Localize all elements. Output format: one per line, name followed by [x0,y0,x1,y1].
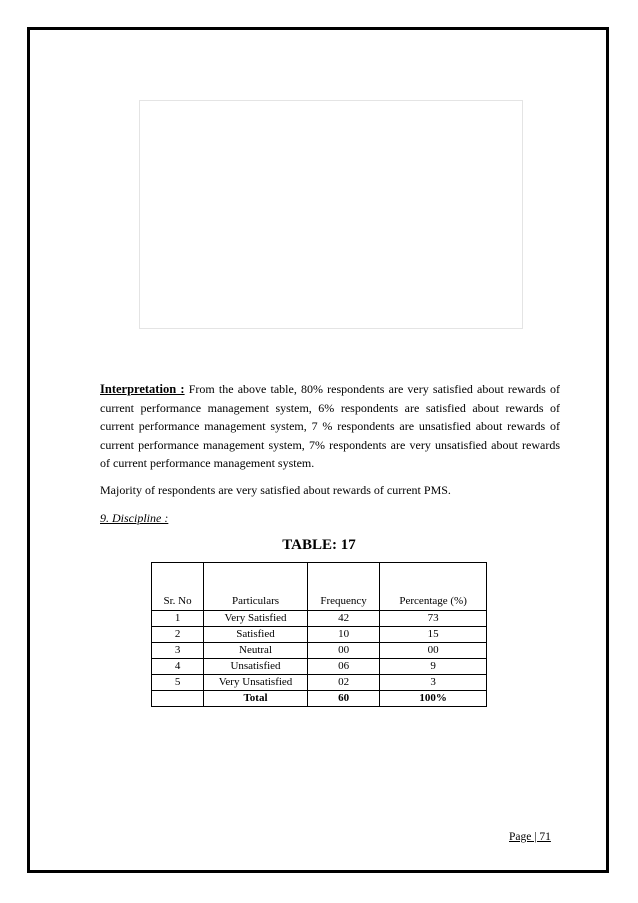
table-header-row [152,563,487,611]
cell-percentage: 9 [380,659,487,675]
page-number: Page | 71 [509,831,551,843]
cell-frequency: 10 [307,627,379,643]
table-row [152,675,487,691]
cell-particulars: Satisfied [204,627,308,643]
cell-total-percentage: 100% [380,691,487,707]
cell-sr-no: 2 [152,627,204,643]
cell-frequency: 02 [307,675,379,691]
section-heading: 9. Discipline : [100,511,169,525]
cell-particulars: Very Unsatisfied [204,675,308,691]
table-row [152,659,487,675]
table-title: TABLE: 17 [282,537,356,553]
interpretation-label: Interpretation : [100,382,185,396]
table-row [152,611,487,627]
cell-sr-no: 3 [152,643,204,659]
cell-percentage: 73 [380,611,487,627]
cell-particulars: Very Satisfied [204,611,308,627]
cell-percentage: 00 [380,643,487,659]
majority-paragraph: Majority of respondents are very satisfied about rewards of current PMS. [100,483,451,497]
cell-total-empty [152,691,204,707]
cell-frequency: 42 [307,611,379,627]
cell-frequency: 00 [307,643,379,659]
figure-placeholder [139,100,523,329]
cell-sr-no: 1 [152,611,204,627]
table-row [152,643,487,659]
frequency-table [151,562,487,707]
cell-frequency: 06 [307,659,379,675]
interpretation-paragraph [100,380,560,473]
cell-total-frequency: 60 [307,691,379,707]
cell-percentage: 3 [380,675,487,691]
cell-percentage: 15 [380,627,487,643]
table-row [152,627,487,643]
cell-total-label: Total [204,691,308,707]
interpretation-text: From the above table, 80% respondents are very satisfied about rewards of current performance management system, 6% respondents are satisfied about rewards of current performance management system, 7 % respondents are unsatisfied about rewards of current performance management system, 7% respondents are very unsatisfied about rewards of current performance management system. [100,382,560,470]
table-total-row [152,691,487,707]
cell-sr-no: 5 [152,675,204,691]
header-sr-no: Sr. No [152,563,204,611]
header-frequency: Frequency [307,563,379,611]
cell-particulars: Unsatisfied [204,659,308,675]
cell-sr-no: 4 [152,659,204,675]
header-particulars: Particulars [204,563,308,611]
header-percentage: Percentage (%) [380,563,487,611]
cell-particulars: Neutral [204,643,308,659]
